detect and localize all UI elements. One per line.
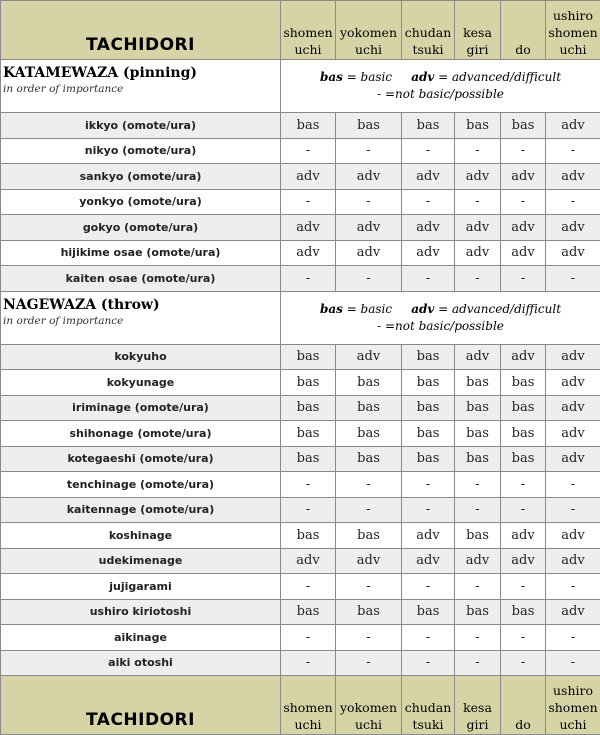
rating-cell: - xyxy=(501,138,546,164)
column-header xyxy=(546,676,600,735)
rating-cell: adv xyxy=(336,215,402,241)
rating-cell: - xyxy=(455,650,501,676)
rating-cell: bas xyxy=(336,446,402,472)
legend-adv-text: = advanced/difficult xyxy=(438,70,561,84)
column-header-line: giri xyxy=(455,716,500,733)
legend-line xyxy=(281,301,600,318)
column-header-line: uchi xyxy=(336,716,401,733)
rating-cell: - xyxy=(455,138,501,164)
column-header-line: do xyxy=(501,716,545,733)
rating-cell: - xyxy=(336,138,402,164)
technique-name: kaiten osae (omote/ura) xyxy=(1,266,281,292)
section-subtitle: in order of importance xyxy=(3,314,280,329)
technique-name: kaitennage (omote/ura) xyxy=(1,497,281,523)
technique-name: shihonage (omote/ura) xyxy=(1,421,281,447)
rating-cell: bas xyxy=(501,421,546,447)
rating-cell: bas xyxy=(501,446,546,472)
rating-cell: - xyxy=(281,574,336,600)
rating-cell: - xyxy=(281,138,336,164)
rating-cell: bas xyxy=(281,113,336,139)
legend-adv-text: = advanced/difficult xyxy=(438,302,561,316)
legend-adv-key: adv xyxy=(411,302,434,316)
rating-cell: adv xyxy=(455,240,501,266)
rating-cell: - xyxy=(281,266,336,292)
rating-cell: - xyxy=(402,472,455,498)
technique-name: yonkyo (omote/ura) xyxy=(1,189,281,215)
column-header xyxy=(455,1,501,60)
rating-cell: bas xyxy=(501,113,546,139)
column-header-line: shomen xyxy=(281,699,335,716)
rating-cell: - xyxy=(546,472,600,498)
technique-name: aikinage xyxy=(1,625,281,651)
rating-cell: adv xyxy=(501,344,546,370)
technique-name: kokyuho xyxy=(1,344,281,370)
table-row xyxy=(1,189,600,215)
rating-cell: adv xyxy=(546,548,600,574)
table-row xyxy=(1,574,600,600)
rating-cell: adv xyxy=(336,164,402,190)
rating-cell: bas xyxy=(402,344,455,370)
rating-cell: adv xyxy=(546,215,600,241)
table-row xyxy=(1,395,600,421)
legend-bas-text: = basic xyxy=(347,70,392,84)
rating-cell: bas xyxy=(336,599,402,625)
rating-cell: bas xyxy=(402,599,455,625)
rating-cell: - xyxy=(402,574,455,600)
technique-name: kokyunage xyxy=(1,370,281,396)
rating-cell: - xyxy=(336,266,402,292)
technique-name: udekimenage xyxy=(1,548,281,574)
rating-cell: bas xyxy=(455,370,501,396)
rating-cell: - xyxy=(281,497,336,523)
rating-cell: - xyxy=(501,625,546,651)
rating-cell: adv xyxy=(501,164,546,190)
table-title: TACHIDORI xyxy=(1,676,281,735)
legend xyxy=(281,291,600,344)
rating-cell: bas xyxy=(336,370,402,396)
rating-cell: bas xyxy=(336,421,402,447)
rating-cell: - xyxy=(546,189,600,215)
column-header xyxy=(546,1,600,60)
rating-cell: - xyxy=(402,625,455,651)
technique-name: ushiro kiriotoshi xyxy=(1,599,281,625)
table-row xyxy=(1,446,600,472)
rating-cell: adv xyxy=(501,240,546,266)
table-row xyxy=(1,266,600,292)
rating-cell: adv xyxy=(546,599,600,625)
rating-cell: - xyxy=(455,472,501,498)
rating-cell: - xyxy=(402,497,455,523)
rating-cell: - xyxy=(281,189,336,215)
table-row xyxy=(1,138,600,164)
rating-cell: adv xyxy=(402,215,455,241)
rating-cell: bas xyxy=(281,599,336,625)
rating-cell: - xyxy=(402,189,455,215)
rating-cell: - xyxy=(336,472,402,498)
section-header-row xyxy=(1,60,600,113)
technique-name: tenchinage (omote/ura) xyxy=(1,472,281,498)
rating-cell: bas xyxy=(455,446,501,472)
rating-cell: - xyxy=(546,138,600,164)
rating-cell: adv xyxy=(402,164,455,190)
rating-cell: - xyxy=(336,574,402,600)
column-header-line: shomen xyxy=(546,24,600,41)
rating-cell: - xyxy=(501,266,546,292)
rating-cell: bas xyxy=(336,523,402,549)
column-header xyxy=(336,676,402,735)
rating-cell: bas xyxy=(336,113,402,139)
column-header-line: chudan xyxy=(402,699,454,716)
technique-name: gokyo (omote/ura) xyxy=(1,215,281,241)
rating-cell: adv xyxy=(546,344,600,370)
rating-cell: - xyxy=(402,266,455,292)
section-title: NAGEWAZA (throw) xyxy=(3,296,280,314)
rating-cell: adv xyxy=(402,548,455,574)
legend-bas-key: bas xyxy=(320,302,343,316)
column-header xyxy=(281,1,336,60)
rating-cell: - xyxy=(281,650,336,676)
table-row xyxy=(1,344,600,370)
column-header-line: kesa xyxy=(455,699,500,716)
table-row xyxy=(1,497,600,523)
rating-cell: - xyxy=(501,650,546,676)
column-header-line: yokomen xyxy=(336,24,401,41)
table-row xyxy=(1,215,600,241)
rating-cell: bas xyxy=(281,344,336,370)
section-heading xyxy=(1,291,281,344)
rating-cell: adv xyxy=(546,446,600,472)
rating-cell: adv xyxy=(336,548,402,574)
rating-cell: adv xyxy=(455,164,501,190)
legend xyxy=(281,60,600,113)
rating-cell: bas xyxy=(455,113,501,139)
rating-cell: - xyxy=(281,625,336,651)
rating-cell: bas xyxy=(402,395,455,421)
rating-cell: - xyxy=(455,189,501,215)
technique-name: sankyo (omote/ura) xyxy=(1,164,281,190)
rating-cell: bas xyxy=(455,421,501,447)
table-row xyxy=(1,599,600,625)
rating-cell: - xyxy=(455,574,501,600)
rating-cell: adv xyxy=(546,370,600,396)
rating-cell: adv xyxy=(336,240,402,266)
column-header-line: yokomen xyxy=(336,699,401,716)
section-title: KATAMEWAZA (pinning) xyxy=(3,64,280,82)
rating-cell: bas xyxy=(281,523,336,549)
column-header-line: tsuki xyxy=(402,716,454,733)
rating-cell: bas xyxy=(455,599,501,625)
rating-cell: bas xyxy=(402,446,455,472)
column-header-line: giri xyxy=(455,41,500,58)
technique-name: koshinage xyxy=(1,523,281,549)
section-heading xyxy=(1,60,281,113)
column-header-line: uchi xyxy=(281,716,335,733)
rating-cell: - xyxy=(455,625,501,651)
rating-cell: adv xyxy=(501,548,546,574)
column-header xyxy=(455,676,501,735)
column-header-line: do xyxy=(501,41,545,58)
rating-cell: - xyxy=(281,472,336,498)
rating-cell: adv xyxy=(281,240,336,266)
rating-cell: bas xyxy=(455,523,501,549)
rating-cell: adv xyxy=(546,421,600,447)
column-header-line: tsuki xyxy=(402,41,454,58)
rating-cell: - xyxy=(455,497,501,523)
technique-name: kotegaeshi (omote/ura) xyxy=(1,446,281,472)
rating-cell: - xyxy=(336,497,402,523)
column-header-line: ushiro xyxy=(546,7,600,24)
section-header-row xyxy=(1,291,600,344)
technique-name: iriminage (omote/ura) xyxy=(1,395,281,421)
column-header xyxy=(336,1,402,60)
column-header xyxy=(501,676,546,735)
rating-cell: adv xyxy=(402,523,455,549)
column-header-line: chudan xyxy=(402,24,454,41)
table-row xyxy=(1,548,600,574)
rating-cell: bas xyxy=(281,446,336,472)
rating-cell: adv xyxy=(546,240,600,266)
rating-cell: bas xyxy=(501,395,546,421)
bottom-header-row xyxy=(1,676,600,735)
rating-cell: adv xyxy=(402,240,455,266)
column-header-line: uchi xyxy=(281,41,335,58)
legend-bas-key: bas xyxy=(320,70,343,84)
rating-cell: - xyxy=(336,625,402,651)
rating-cell: adv xyxy=(546,113,600,139)
table-row xyxy=(1,240,600,266)
table-row xyxy=(1,164,600,190)
column-header xyxy=(402,676,455,735)
rating-cell: bas xyxy=(281,395,336,421)
rating-cell: - xyxy=(501,574,546,600)
technique-name: ikkyo (omote/ura) xyxy=(1,113,281,139)
rating-cell: - xyxy=(546,497,600,523)
column-header xyxy=(281,676,336,735)
table-row xyxy=(1,421,600,447)
rating-cell: bas xyxy=(402,113,455,139)
rating-cell: bas xyxy=(455,395,501,421)
rating-cell: adv xyxy=(281,215,336,241)
column-header-line: uchi xyxy=(546,41,600,58)
rating-cell: - xyxy=(546,625,600,651)
rating-cell: adv xyxy=(546,395,600,421)
top-header-row xyxy=(1,1,600,60)
column-header-line: shomen xyxy=(281,24,335,41)
rating-cell: adv xyxy=(455,215,501,241)
legend-dash-text: - =not basic/possible xyxy=(281,318,600,335)
rating-cell: bas xyxy=(501,599,546,625)
column-header-line: uchi xyxy=(546,716,600,733)
technique-name: hijikime osae (omote/ura) xyxy=(1,240,281,266)
rating-cell: bas xyxy=(402,370,455,396)
table-row xyxy=(1,650,600,676)
rating-cell: - xyxy=(336,650,402,676)
rating-cell: - xyxy=(336,189,402,215)
table-row xyxy=(1,523,600,549)
column-header-line: shomen xyxy=(546,699,600,716)
rating-cell: - xyxy=(501,472,546,498)
rating-cell: adv xyxy=(501,523,546,549)
section-subtitle: in order of importance xyxy=(3,82,280,97)
rating-cell: bas xyxy=(281,421,336,447)
rating-cell: adv xyxy=(281,164,336,190)
rating-cell: - xyxy=(546,574,600,600)
rating-cell: - xyxy=(455,266,501,292)
legend-adv-key: adv xyxy=(411,70,434,84)
rating-cell: bas xyxy=(336,395,402,421)
rating-cell: bas xyxy=(402,421,455,447)
legend-line xyxy=(281,69,600,86)
column-header-line: uchi xyxy=(336,41,401,58)
legend-dash-text: - =not basic/possible xyxy=(281,86,600,103)
rating-cell: adv xyxy=(281,548,336,574)
table-title: TACHIDORI xyxy=(1,1,281,60)
rating-cell: - xyxy=(501,497,546,523)
legend-bas-text: = basic xyxy=(347,302,392,316)
table-row xyxy=(1,472,600,498)
rating-cell: - xyxy=(546,650,600,676)
rating-cell: adv xyxy=(455,548,501,574)
rating-cell: - xyxy=(402,650,455,676)
rating-cell: adv xyxy=(546,164,600,190)
column-header-line: ushiro xyxy=(546,682,600,699)
rating-cell: - xyxy=(402,138,455,164)
technique-name: aiki otoshi xyxy=(1,650,281,676)
table-row xyxy=(1,370,600,396)
rating-cell: bas xyxy=(281,370,336,396)
rating-cell: adv xyxy=(546,523,600,549)
rating-cell: - xyxy=(546,266,600,292)
column-header xyxy=(402,1,455,60)
technique-name: nikyo (omote/ura) xyxy=(1,138,281,164)
table-row xyxy=(1,113,600,139)
technique-name: jujigarami xyxy=(1,574,281,600)
rating-cell: adv xyxy=(455,344,501,370)
rating-cell: - xyxy=(501,189,546,215)
rating-cell: adv xyxy=(336,344,402,370)
rating-cell: bas xyxy=(501,370,546,396)
column-header xyxy=(501,1,546,60)
table-row xyxy=(1,625,600,651)
column-header-line: kesa xyxy=(455,24,500,41)
rating-cell: adv xyxy=(501,215,546,241)
